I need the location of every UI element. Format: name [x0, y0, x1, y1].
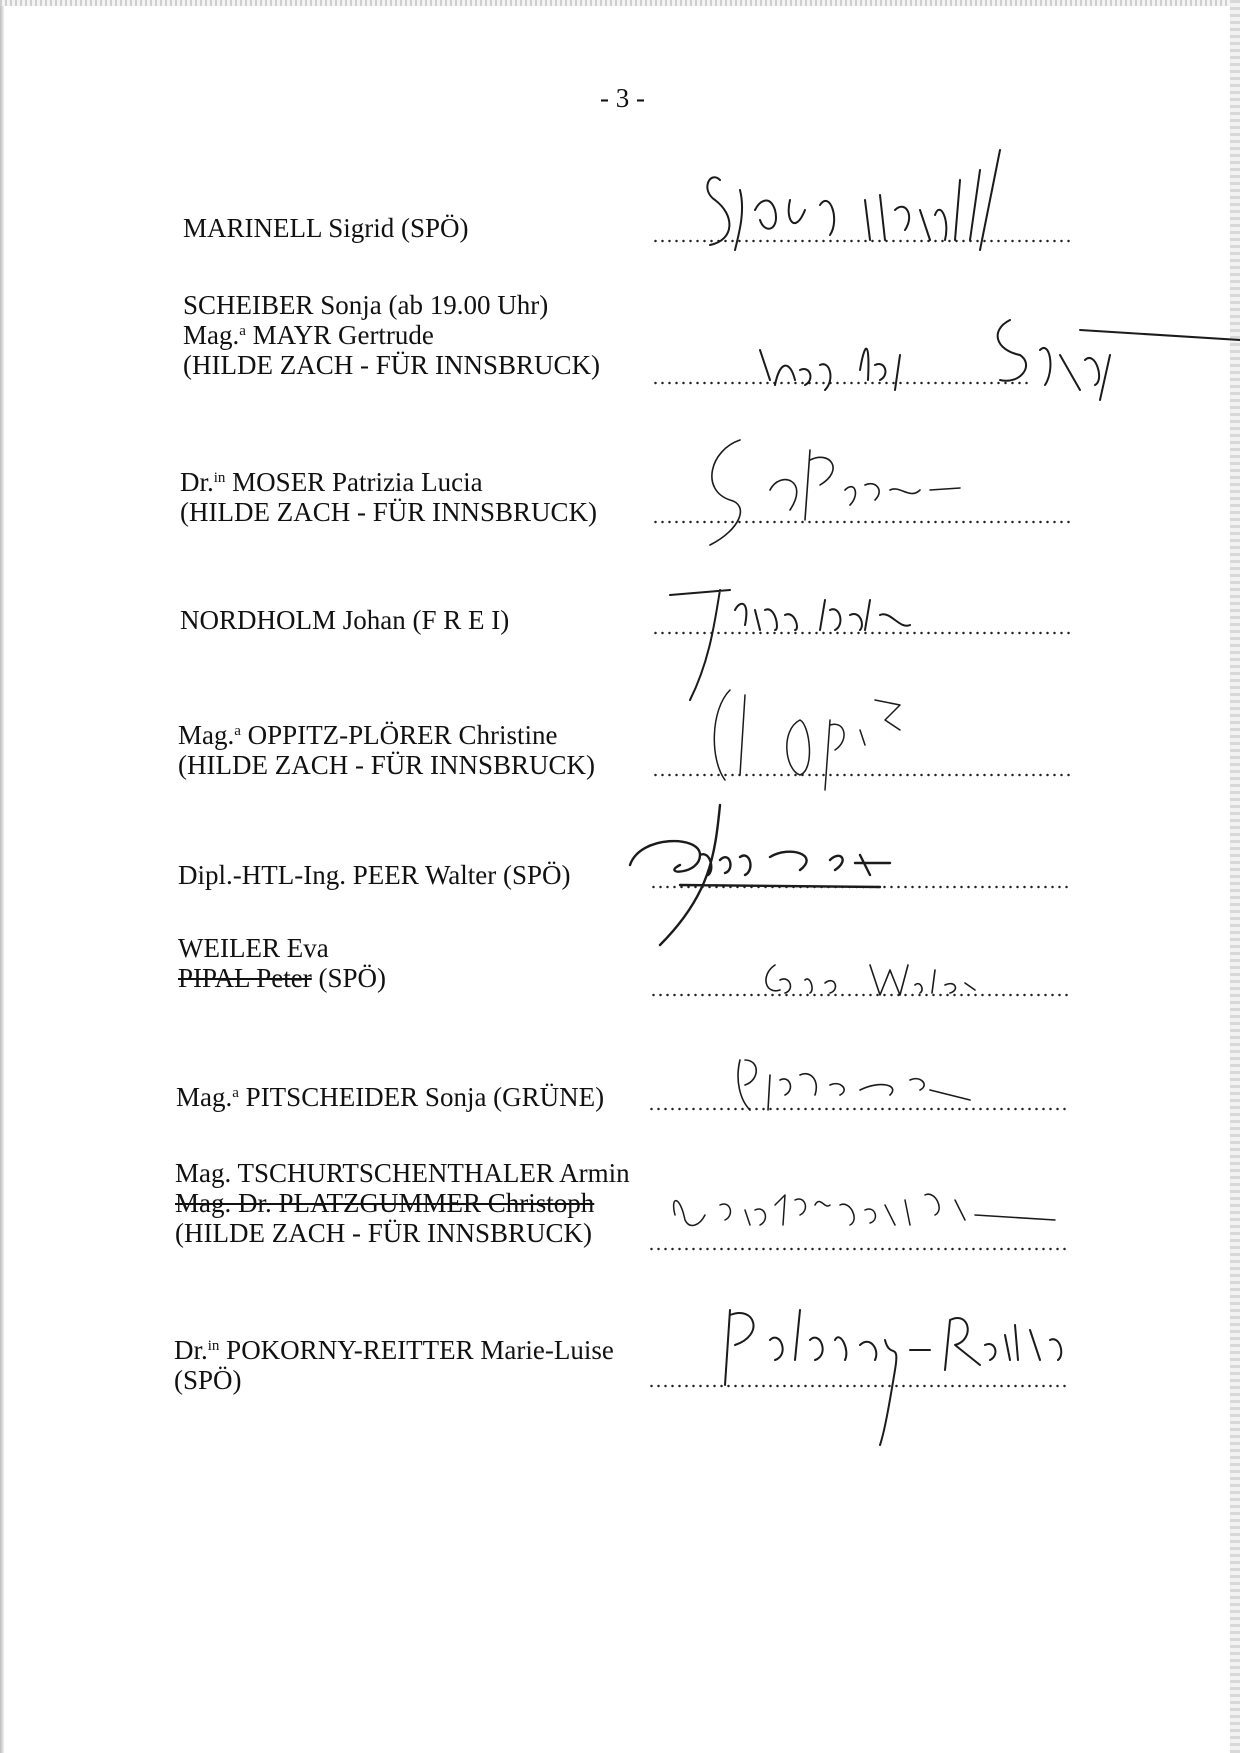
signatory-name: SCHEIBER Sonja (ab 19.00 Uhr) [183, 290, 549, 320]
signatory-name: NORDHOLM Johan (F R E I) [180, 605, 510, 635]
scan-edge-right [1230, 0, 1240, 1753]
party-name: (SPÖ) [174, 1365, 242, 1395]
academic-title-suffix: in [207, 1338, 220, 1354]
signatory-tschurtschenthaler [175, 1158, 630, 1248]
party-name: (HILDE ZACH - FÜR INNSBRUCK) [178, 750, 595, 780]
signatory-pokorny-reitter [174, 1335, 614, 1395]
signatory-name: PITSCHEIDER Sonja (GRÜNE) [245, 1082, 605, 1112]
academic-title: Dr. [180, 467, 214, 497]
struck-name: Mag. Dr. PLATZGUMMER Christoph [175, 1188, 595, 1218]
page-number: - 3 - [600, 83, 645, 113]
handwritten-signature [730, 1050, 990, 1135]
signatory-name: Dipl.-HTL-Ing. PEER Walter (SPÖ) [178, 860, 571, 890]
academic-title-suffix: a [234, 723, 241, 739]
signatory-peer [178, 860, 571, 890]
signatory-name: Mag. TSCHURTSCHENTHALER Armin [175, 1158, 630, 1188]
academic-title-suffix: in [213, 470, 226, 486]
party-name: (SPÖ) [318, 963, 387, 993]
scan-edge-left [0, 0, 4, 1753]
signatory-name: MARINELL Sigrid (SPÖ) [183, 213, 469, 243]
handwritten-signature [750, 310, 1240, 425]
scan-edge-top [0, 0, 1240, 6]
party-name: (HILDE ZACH - FÜR INNSBRUCK) [183, 350, 600, 380]
signatory-name: OPPITZ-PLÖRER Christine [247, 720, 558, 750]
handwritten-signature [660, 430, 990, 555]
signatory-name: MAYR Gertrude [252, 320, 434, 350]
signatory-weiler [178, 933, 386, 993]
signatory-name: WEILER Eva [178, 933, 329, 963]
signatory-name: POKORNY-REITTER Marie-Luise [226, 1335, 614, 1365]
academic-title: Mag. [183, 320, 240, 350]
party-name: (HILDE ZACH - FÜR INNSBRUCK) [175, 1218, 592, 1248]
academic-title: Dr. [174, 1335, 208, 1365]
handwritten-signature [665, 1175, 1065, 1270]
academic-title-suffix: a [239, 323, 246, 339]
signatory-nordholm [180, 605, 509, 635]
handwritten-signature [680, 140, 1040, 275]
academic-title: Mag. [176, 1082, 233, 1112]
signatory-oppitz-ploerer [178, 720, 595, 780]
signatory-moser [180, 467, 597, 527]
handwritten-signature [750, 955, 1000, 1010]
party-name: (HILDE ZACH - FÜR INNSBRUCK) [180, 497, 597, 527]
handwritten-signature [700, 680, 950, 805]
handwritten-signature [620, 795, 950, 950]
academic-title: Mag. [178, 720, 235, 750]
signatory-pitscheider [176, 1082, 604, 1112]
signatory-scheiber-mayr [183, 290, 600, 380]
struck-name: PIPAL Peter [178, 963, 312, 993]
signatory-name: MOSER Patrizia Lucia [232, 467, 483, 497]
handwritten-signature [710, 1300, 1090, 1455]
academic-title-suffix: a [232, 1085, 239, 1101]
signatory-marinell [183, 213, 469, 243]
